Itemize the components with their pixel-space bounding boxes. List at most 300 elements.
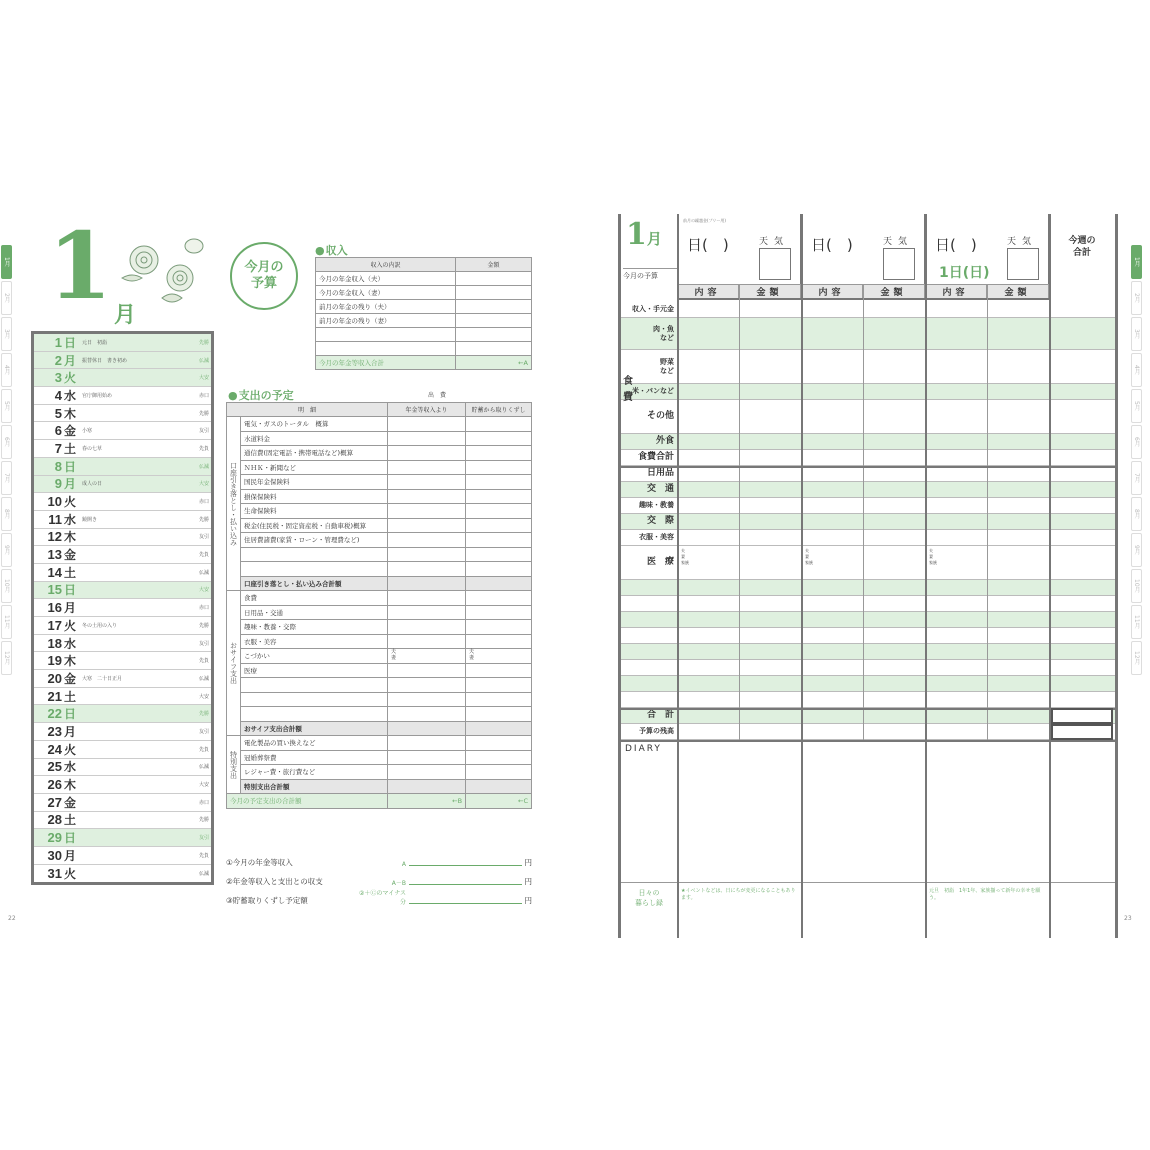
day-number: 18 bbox=[47, 635, 62, 651]
day-row bbox=[34, 652, 211, 670]
day-number: 4 bbox=[54, 387, 62, 403]
expense-pension-cell[interactable] bbox=[388, 518, 466, 533]
grid-line bbox=[801, 214, 803, 938]
day-weekday: 月 bbox=[64, 724, 77, 739]
expense-savings-cell[interactable] bbox=[466, 562, 532, 577]
ledger-row bbox=[621, 580, 1115, 596]
expense-savings-cell[interactable] bbox=[466, 446, 532, 461]
expense-row bbox=[227, 431, 532, 446]
expense-row bbox=[227, 678, 532, 693]
grand-total-hint-c: ←C bbox=[466, 794, 532, 809]
summary-hint: A－B bbox=[391, 880, 406, 887]
income-amount-cell[interactable] bbox=[456, 328, 532, 342]
day-weekday: 火 bbox=[64, 371, 77, 386]
ledger-row bbox=[621, 530, 1115, 546]
expense-subtotal-row bbox=[227, 721, 532, 736]
ledger-row-label: 医 療 bbox=[646, 557, 674, 568]
income-total-hint: ←A bbox=[456, 356, 532, 370]
day-rokuyo: 先勝 bbox=[198, 516, 209, 523]
expense-pension-cell[interactable] bbox=[388, 692, 466, 707]
expense-row bbox=[227, 649, 532, 664]
expense-row bbox=[227, 591, 532, 606]
expense-row-label: 損保保険料 bbox=[241, 489, 388, 504]
expense-savings-cell[interactable] bbox=[466, 518, 532, 533]
income-row bbox=[316, 314, 532, 328]
day-number: 25 bbox=[47, 759, 62, 775]
col-amount-label: 金額 bbox=[863, 285, 925, 298]
page-number-left: 22 bbox=[8, 915, 16, 922]
expense-subtotal-label: 口座引き落とし・払い込み合計額 bbox=[241, 576, 388, 591]
expense-savings-cell[interactable] bbox=[466, 591, 532, 606]
expense-savings-cell[interactable] bbox=[466, 663, 532, 678]
day-weekday: 土 bbox=[64, 565, 77, 580]
income-amount-cell[interactable] bbox=[456, 342, 532, 356]
ledger-month-number: 1 bbox=[626, 217, 647, 252]
day-row bbox=[34, 741, 211, 759]
day-row bbox=[34, 617, 211, 635]
ledger-row bbox=[621, 514, 1115, 530]
medical-mark: 妻 bbox=[805, 554, 809, 559]
expense-savings-cell[interactable] bbox=[466, 765, 532, 780]
expense-pension-cell[interactable] bbox=[388, 562, 466, 577]
day-number: 21 bbox=[47, 688, 62, 704]
expense-savings-cell[interactable] bbox=[466, 649, 532, 664]
day-rokuyo: 仏滅 bbox=[198, 357, 209, 364]
expense-savings-cell[interactable] bbox=[466, 707, 532, 722]
day-number: 12 bbox=[47, 529, 62, 545]
expense-savings-cell[interactable] bbox=[466, 504, 532, 519]
month-tab[interactable]: 7月 bbox=[1131, 461, 1142, 495]
day-number: 6 bbox=[54, 423, 62, 439]
summary-label: ①今月の年金等収入 bbox=[226, 858, 293, 867]
expense-pension-cell[interactable] bbox=[388, 489, 466, 504]
income-header-amount: 金額 bbox=[456, 258, 532, 272]
day-weekday: 水 bbox=[64, 388, 77, 403]
expense-pension-cell[interactable] bbox=[388, 533, 466, 548]
day-rokuyo: 先勝 bbox=[198, 339, 209, 346]
ledger-row bbox=[621, 660, 1115, 676]
day-rokuyo: 仏滅 bbox=[198, 870, 209, 877]
day-rokuyo: 先負 bbox=[198, 445, 209, 452]
expense-subtotal-savings[interactable] bbox=[466, 779, 532, 794]
day-row bbox=[34, 599, 211, 617]
ledger-row-label: その他 bbox=[646, 411, 674, 422]
ledger-row bbox=[621, 466, 1115, 482]
day-rokuyo: 先勝 bbox=[198, 817, 209, 824]
day-number: 27 bbox=[47, 794, 62, 810]
day-rokuyo: 友引 bbox=[198, 640, 209, 647]
month-tab[interactable]: 12月 bbox=[1131, 641, 1142, 675]
flower-illustration-icon bbox=[112, 228, 212, 308]
medical-mark: 家族 bbox=[805, 560, 813, 565]
summary-input-line[interactable] bbox=[409, 884, 522, 885]
day-number: 8 bbox=[54, 458, 62, 474]
month-tab[interactable]: 3月 bbox=[1, 317, 12, 351]
week-total-box[interactable] bbox=[1051, 708, 1113, 724]
expense-row bbox=[227, 547, 532, 562]
day-weekday: 日 bbox=[64, 831, 77, 846]
day-rokuyo: 先負 bbox=[198, 746, 209, 753]
day-event: 成人の日 bbox=[82, 481, 103, 488]
month-tab[interactable]: 1月 bbox=[1, 245, 12, 279]
day-rokuyo: 仏滅 bbox=[198, 764, 209, 771]
expense-pension-cell[interactable] bbox=[388, 707, 466, 722]
col-amount-label: 金額 bbox=[987, 285, 1049, 298]
month-tab[interactable]: 12月 bbox=[1, 641, 12, 675]
expense-row-label: 食費 bbox=[241, 591, 388, 606]
day-row bbox=[34, 776, 211, 794]
expense-pension-cell[interactable] bbox=[388, 678, 466, 693]
month-tab[interactable]: 11月 bbox=[1, 605, 12, 639]
expense-savings-cell[interactable] bbox=[466, 547, 532, 562]
daily-note-day3: 元旦 初詣 1年1年、家族揃って新年の幸せを願う。 bbox=[929, 888, 1041, 901]
month-tab[interactable]: 8月 bbox=[1, 497, 12, 531]
day-number: 9 bbox=[54, 476, 62, 492]
expense-pension-cell[interactable] bbox=[388, 620, 466, 635]
day-rokuyo: 友引 bbox=[198, 534, 209, 541]
day-weekday: 木 bbox=[64, 778, 77, 793]
expense-subtotal-pension[interactable] bbox=[388, 721, 466, 736]
day-weekday: 金 bbox=[64, 671, 77, 686]
day-label[interactable]: 日( ) bbox=[935, 236, 977, 254]
day-rokuyo: 赤口 bbox=[198, 392, 209, 399]
expense-pension-cell[interactable] bbox=[388, 634, 466, 649]
day-number: 10 bbox=[47, 494, 62, 510]
month-tab[interactable]: 10月 bbox=[1131, 569, 1142, 603]
ledger-month bbox=[626, 217, 662, 252]
day-number: 7 bbox=[54, 440, 62, 456]
husband-mark: 夫 bbox=[469, 649, 475, 655]
ledger-monthly-budget: 今月の予算 bbox=[623, 268, 677, 281]
expense-row bbox=[227, 533, 532, 548]
income-row-label bbox=[316, 328, 456, 342]
ledger-row bbox=[621, 596, 1115, 612]
day-weekday: 金 bbox=[64, 795, 77, 810]
ledger-row-label: 日用品 bbox=[646, 468, 674, 479]
day-rokuyo: 赤口 bbox=[198, 799, 209, 806]
summary-row bbox=[226, 850, 532, 868]
expense-savings-cell[interactable] bbox=[466, 431, 532, 446]
first-date-label: 1日(日) bbox=[939, 265, 990, 281]
day-row bbox=[34, 352, 211, 370]
day-rokuyo: 仏滅 bbox=[198, 463, 209, 470]
day-number: 24 bbox=[47, 741, 62, 757]
expense-row bbox=[227, 605, 532, 620]
expense-savings-cell[interactable] bbox=[466, 634, 532, 649]
medical-mark: 家族 bbox=[929, 560, 937, 565]
month-tab[interactable]: 2月 bbox=[1, 281, 12, 315]
month-tab[interactable]: 5月 bbox=[1131, 389, 1142, 423]
expense-pension-cell[interactable] bbox=[388, 736, 466, 751]
month-tab[interactable]: 3月 bbox=[1131, 317, 1142, 351]
expense-pension-cell[interactable] bbox=[388, 591, 466, 606]
day-rokuyo: 友引 bbox=[198, 835, 209, 842]
weather-box[interactable] bbox=[759, 248, 791, 280]
expense-pension-cell[interactable] bbox=[388, 431, 466, 446]
day-row bbox=[34, 476, 211, 494]
expense-group-label: 口座引き落とし・払い込み bbox=[227, 417, 241, 591]
month-tab[interactable]: 8月 bbox=[1131, 497, 1142, 531]
income-amount-cell[interactable] bbox=[456, 300, 532, 314]
expense-pension-cell[interactable] bbox=[388, 605, 466, 620]
day-label[interactable]: 日( ) bbox=[811, 236, 853, 254]
day-rokuyo: 友引 bbox=[198, 728, 209, 735]
food-group-label: 食 費 bbox=[623, 376, 633, 403]
expense-savings-cell[interactable] bbox=[466, 489, 532, 504]
weather-label: 天気 bbox=[759, 237, 790, 247]
income-total-row bbox=[316, 356, 532, 370]
expense-pension-cell[interactable] bbox=[388, 750, 466, 765]
day-row bbox=[34, 723, 211, 741]
day-list bbox=[31, 331, 214, 885]
day-event: 元日 初詣 bbox=[82, 339, 108, 346]
day-event: 春の七草 bbox=[82, 445, 103, 452]
ledger-row bbox=[621, 612, 1115, 628]
expense-subtotal-pension[interactable] bbox=[388, 779, 466, 794]
ledger-row bbox=[621, 708, 1115, 724]
day-weekday: 土 bbox=[64, 689, 77, 704]
expense-row bbox=[227, 634, 532, 649]
month-tab[interactable]: 9月 bbox=[1131, 533, 1142, 567]
month-tab[interactable]: 9月 bbox=[1, 533, 12, 567]
day-row bbox=[34, 440, 211, 458]
month-tab[interactable]: 2月 bbox=[1131, 281, 1142, 315]
day-row bbox=[34, 334, 211, 352]
day-rokuyo: 大安 bbox=[198, 782, 209, 789]
expense-row-label: 趣味・教養・交際 bbox=[241, 620, 388, 635]
day-rokuyo: 友引 bbox=[198, 428, 209, 435]
expense-row bbox=[227, 736, 532, 751]
grid-line bbox=[739, 284, 740, 740]
grid-hline bbox=[621, 708, 1115, 710]
expense-savings-cell[interactable] bbox=[466, 475, 532, 490]
ledger-row-label: 収入・手元金 bbox=[632, 305, 674, 314]
week-total-box[interactable] bbox=[1051, 724, 1113, 740]
ledger-row-label: 予算の残高 bbox=[639, 727, 674, 736]
day-rokuyo: 先勝 bbox=[198, 622, 209, 629]
summary-unit: 円 bbox=[524, 858, 532, 867]
ledger-row bbox=[621, 546, 1115, 580]
expense-row bbox=[227, 417, 532, 432]
expense-pension-cell[interactable] bbox=[388, 547, 466, 562]
col-content-label: 内容 bbox=[801, 285, 863, 298]
expense-row-label: 水道料金 bbox=[241, 431, 388, 446]
month-number: 1 bbox=[48, 212, 113, 320]
ledger-row-label: 食費合計 bbox=[637, 452, 674, 463]
expense-pension-cell[interactable] bbox=[388, 765, 466, 780]
day-row bbox=[34, 635, 211, 653]
expense-row-label: 衣服・美容 bbox=[241, 634, 388, 649]
income-table bbox=[315, 257, 532, 370]
day-number: 1 bbox=[54, 334, 62, 350]
medical-marks bbox=[805, 548, 813, 566]
weather-label: 天気 bbox=[883, 237, 914, 247]
ledger-row bbox=[621, 450, 1115, 466]
expense-savings-cell[interactable] bbox=[466, 605, 532, 620]
ledger-row-label: 交 際 bbox=[646, 516, 674, 527]
day-row bbox=[34, 422, 211, 440]
expense-row-label: ＮＨＫ・新聞など bbox=[241, 460, 388, 475]
left-page bbox=[0, 200, 560, 940]
ledger-row-label: 米・パンなど bbox=[632, 387, 674, 396]
expense-row bbox=[227, 707, 532, 722]
expense-savings-cell[interactable] bbox=[466, 678, 532, 693]
day-weekday: 金 bbox=[64, 548, 77, 563]
day-weekday: 月 bbox=[64, 353, 77, 368]
day-rokuyo: 先負 bbox=[198, 552, 209, 559]
expense-pension-cell[interactable] bbox=[388, 475, 466, 490]
summary-unit: 円 bbox=[524, 877, 532, 886]
income-amount-cell[interactable] bbox=[456, 272, 532, 286]
income-row bbox=[316, 328, 532, 342]
day-row bbox=[34, 759, 211, 777]
expense-header-top: 出 費 bbox=[428, 392, 447, 399]
expense-savings-cell[interactable] bbox=[466, 417, 532, 432]
grid-hline bbox=[621, 466, 1115, 468]
medical-mark: 妻 bbox=[929, 554, 933, 559]
expense-row bbox=[227, 692, 532, 707]
expense-row-label bbox=[241, 707, 388, 722]
expense-row-label bbox=[241, 547, 388, 562]
grid-line bbox=[1049, 214, 1051, 938]
expense-row-label bbox=[241, 678, 388, 693]
day-rokuyo: 赤口 bbox=[198, 499, 209, 506]
day-rokuyo: 大安 bbox=[198, 481, 209, 488]
expense-pension-cell[interactable] bbox=[388, 417, 466, 432]
ledger-row bbox=[621, 692, 1115, 708]
expense-subtotal-savings[interactable] bbox=[466, 721, 532, 736]
income-row bbox=[316, 300, 532, 314]
day-row bbox=[34, 688, 211, 706]
day-rokuyo: 先勝 bbox=[198, 410, 209, 417]
expense-row bbox=[227, 518, 532, 533]
day-weekday: 日 bbox=[64, 707, 77, 722]
daily-note-separator bbox=[621, 882, 1115, 883]
ledger-row bbox=[621, 318, 1115, 350]
expense-subtotal-savings[interactable] bbox=[466, 576, 532, 591]
ledger-row-label: 交 通 bbox=[646, 484, 674, 495]
col-content-label: 内容 bbox=[925, 285, 987, 298]
expense-row bbox=[227, 765, 532, 780]
day-weekday: 月 bbox=[64, 477, 77, 492]
day-row bbox=[34, 405, 211, 423]
month-tab[interactable]: 7月 bbox=[1, 461, 12, 495]
day-column-header bbox=[677, 214, 801, 284]
expense-pension-cell[interactable] bbox=[388, 649, 466, 664]
expense-row bbox=[227, 446, 532, 461]
expense-pension-cell[interactable] bbox=[388, 504, 466, 519]
day-weekday: 木 bbox=[64, 654, 77, 669]
month-tab[interactable]: 5月 bbox=[1, 389, 12, 423]
monthly-budget-circle bbox=[230, 242, 298, 310]
weather-box[interactable] bbox=[1007, 248, 1039, 280]
day-event: 振替休日 書き初め bbox=[82, 357, 128, 364]
day-weekday: 日 bbox=[64, 459, 77, 474]
month-tab[interactable]: 4月 bbox=[1131, 353, 1142, 387]
month-tab[interactable]: 10月 bbox=[1, 569, 12, 603]
ledger-row bbox=[621, 498, 1115, 514]
ledger-row-label: 合 計 bbox=[646, 710, 674, 721]
day-weekday: 水 bbox=[64, 636, 77, 651]
expense-row bbox=[227, 504, 532, 519]
day-rokuyo: 大安 bbox=[198, 375, 209, 382]
day-row bbox=[34, 529, 211, 547]
expense-title: ● 支出の予定 bbox=[228, 387, 294, 403]
ledger-row bbox=[621, 384, 1115, 400]
month-tab[interactable]: 6月 bbox=[1, 425, 12, 459]
expense-savings-cell[interactable] bbox=[466, 460, 532, 475]
expense-savings-cell[interactable] bbox=[466, 750, 532, 765]
day-weekday: 火 bbox=[64, 742, 77, 757]
expense-row bbox=[227, 460, 532, 475]
weather-box[interactable] bbox=[883, 248, 915, 280]
day-number: 2 bbox=[54, 352, 62, 368]
grid-line bbox=[925, 214, 927, 938]
expense-pension-cell[interactable] bbox=[388, 460, 466, 475]
expense-savings-cell[interactable] bbox=[466, 620, 532, 635]
expense-pension-cell[interactable] bbox=[388, 446, 466, 461]
expense-subtotal-pension[interactable] bbox=[388, 576, 466, 591]
expense-savings-cell[interactable] bbox=[466, 533, 532, 548]
day-row bbox=[34, 865, 211, 883]
weather-label: 天気 bbox=[1007, 237, 1038, 247]
day-event: 鏡開き bbox=[82, 516, 98, 523]
expense-row-label: 国民年金保険料 bbox=[241, 475, 388, 490]
expense-row-label bbox=[241, 562, 388, 577]
summary-input-line[interactable] bbox=[409, 865, 522, 866]
ledger-row-label: 外食 bbox=[655, 436, 674, 447]
month-tab[interactable]: 1月 bbox=[1131, 245, 1142, 279]
expense-savings-cell[interactable] bbox=[466, 692, 532, 707]
medical-mark: 夫 bbox=[681, 548, 685, 553]
month-tab[interactable]: 4月 bbox=[1, 353, 12, 387]
expense-header-savings: 貯蓄から取りくずし bbox=[466, 403, 532, 417]
day-weekday: 火 bbox=[64, 495, 77, 510]
income-row-label: 前月の年金の残り（夫） bbox=[316, 300, 456, 314]
day-number: 5 bbox=[54, 405, 62, 421]
husband-mark: 夫 bbox=[391, 649, 397, 655]
income-amount-cell[interactable] bbox=[456, 286, 532, 300]
expense-group-label: おサイフ支出 bbox=[227, 591, 241, 736]
day-label[interactable]: 日( ) bbox=[687, 236, 729, 254]
col-amount-label: 金額 bbox=[739, 285, 801, 298]
ledger-row-label: 衣服・美容 bbox=[639, 533, 674, 542]
day-number: 22 bbox=[47, 706, 62, 722]
month-tab[interactable]: 11月 bbox=[1131, 605, 1142, 639]
budget-circle-label: 今月の 予算 bbox=[244, 260, 284, 291]
day-number: 16 bbox=[47, 600, 62, 616]
medical-marks bbox=[929, 548, 937, 566]
summary-label: ③貯蓄取りくずし予定額 bbox=[226, 896, 308, 905]
month-tab[interactable]: 6月 bbox=[1131, 425, 1142, 459]
income-amount-cell[interactable] bbox=[456, 314, 532, 328]
ledger-row bbox=[621, 676, 1115, 692]
day-row bbox=[34, 369, 211, 387]
ledger-header bbox=[621, 214, 1115, 284]
expense-grand-total-row bbox=[227, 794, 532, 809]
day-row bbox=[34, 493, 211, 511]
expense-pension-cell[interactable] bbox=[388, 663, 466, 678]
expense-savings-cell[interactable] bbox=[466, 736, 532, 751]
day-column-header bbox=[801, 214, 925, 284]
ledger-row bbox=[621, 482, 1115, 498]
day-row bbox=[34, 458, 211, 476]
day-row bbox=[34, 705, 211, 723]
day-weekday: 水 bbox=[64, 760, 77, 775]
summary-input-line[interactable] bbox=[409, 903, 522, 904]
expense-row-label: 電気・ガスのトータル 概算 bbox=[241, 417, 388, 432]
medical-mark: 夫 bbox=[805, 548, 809, 553]
